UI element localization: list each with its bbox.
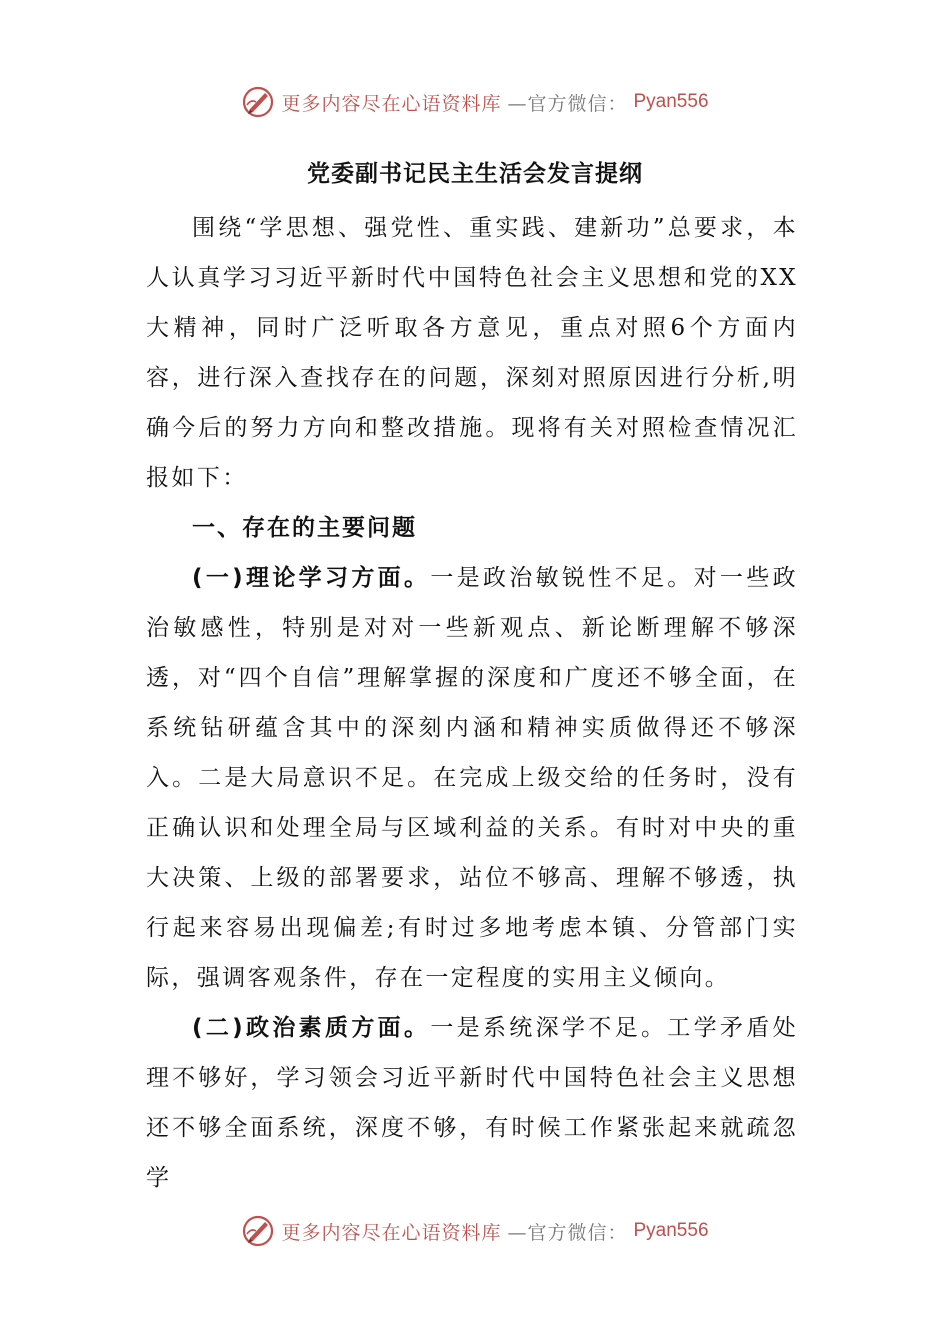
item-paragraph-1 bbox=[146, 553, 798, 1003]
pen-logo-icon bbox=[241, 1214, 275, 1248]
item-body-1: 一是政治敏锐性不足。对一些政治敏感性，特别是对对一些新观点、新论断理解不够深透，对“四个自信”理解掌握的深度和广度还不够全面，在系统钻研蕴含其中的深刻内涵和精神实质做得还不够深入。二是大局意识不足。在完成上级交给的任务时，没有正确认识和处理全局与区域利益的关系。有时对中央的重大决策、上级的部署要求，站位不够高、理解不够透，执行起来容易出现偏差;有时过多地考虑本镇、分管部门实际，强调客观条件，存在一定程度的实用主义倾向。 bbox=[146, 565, 798, 991]
watermark-separator: —官方微信： bbox=[507, 1221, 628, 1244]
watermark-separator: —官方微信： bbox=[507, 92, 628, 115]
watermark-text: 更多内容尽在心语资料库 bbox=[281, 92, 502, 115]
pen-logo-icon bbox=[241, 85, 275, 119]
intro-paragraph: 围绕“学思想、强党性、重实践、建新功”总要求，本人认真学习习近平新时代中国特色社会主义思想和党的XX大精神，同时广泛听取各方意见，重点对照6个方面内容，进行深入查找存在的问题，深刻对照原因进行分析,明确今后的努力方向和整改措施。现将有关对照检查情况汇报如下： bbox=[146, 215, 798, 491]
document-body bbox=[146, 203, 798, 1203]
watermark-wechat-id: Pyan556 bbox=[633, 1220, 709, 1241]
item-lead-2: (二)政治素质方面。 bbox=[192, 1015, 431, 1041]
watermark-footer bbox=[0, 1211, 950, 1251]
document-title: 党委副书记民主生活会发言提纲 bbox=[307, 161, 643, 187]
item-lead-1: (一)理论学习方面。 bbox=[192, 565, 431, 591]
item-paragraph-2 bbox=[146, 1003, 798, 1203]
item-body-2: 一是系统深学不足。工学矛盾处理不够好，学习领会习近平新时代中国特色社会主义思想还不够全面系统，深度不够，有时候工作紧张起来就疏忽学 bbox=[146, 1015, 798, 1191]
watermark-wechat-id: Pyan556 bbox=[633, 91, 709, 112]
section-heading: 一、存在的主要问题 bbox=[192, 515, 417, 541]
watermark-text: 更多内容尽在心语资料库 bbox=[281, 1221, 502, 1244]
watermark-header bbox=[0, 82, 950, 122]
